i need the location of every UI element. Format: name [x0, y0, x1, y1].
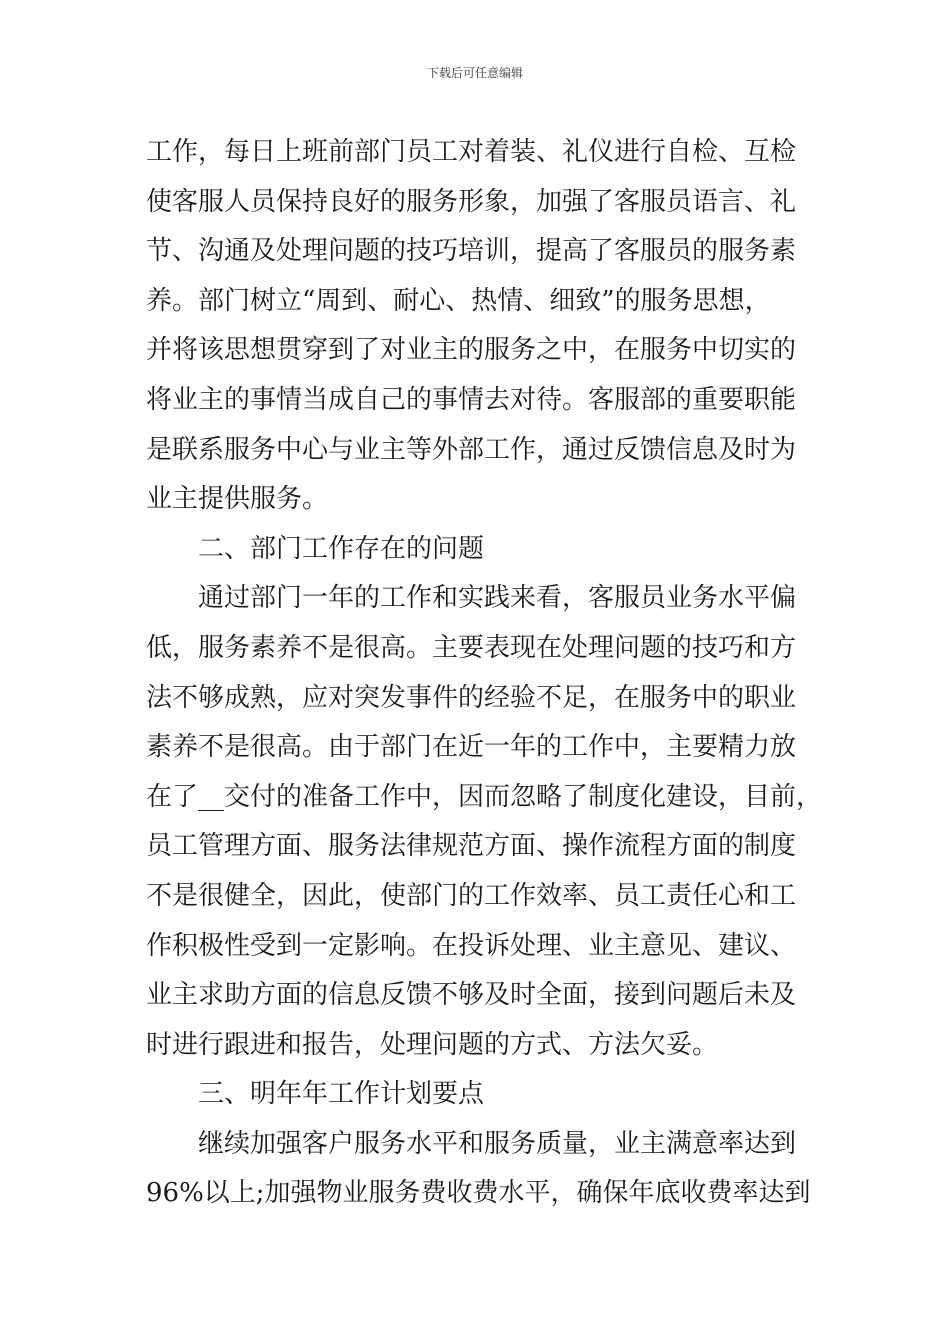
body-text-line: 法不够成熟，应对突发事件的经验不足，在服务中的职业	[146, 682, 797, 713]
body-text-line: 96%以上;加强物业服务费收费水平，确保年底收费率达到	[146, 1178, 811, 1209]
section-heading: 二、部门工作存在的问题	[198, 533, 485, 564]
body-text-line: 工作，每日上班前部门员工对着装、礼仪进行自检、互检	[146, 137, 797, 167]
body-text-line: 使客服人员保持良好的服务形象，加强了客服员语言、礼	[146, 186, 797, 217]
body-text-line: 低，服务素养不是很高。主要表现在处理问题的技巧和方	[146, 632, 797, 663]
body-text-line: 员工管理方面、服务法律规范方面、操作流程方面的制度	[146, 831, 797, 862]
body-text-line: 业主提供服务。	[146, 484, 329, 515]
body-text-line: 节、沟通及处理问题的技巧培训，提高了客服员的服务素	[146, 236, 797, 267]
body-text-line: 业主求助方面的信息反馈不够及时全面，接到问题后未及	[146, 980, 797, 1011]
page-header: 下载后可任意编辑	[426, 66, 523, 80]
section-heading: 三、明年年工作计划要点	[198, 1079, 485, 1110]
body-text-line: 在了__交付的准备工作中，因而忽略了制度化建设，目前，	[146, 781, 823, 812]
body-text-line: 继续加强客户服务水平和服务质量，业主满意率达到	[198, 1128, 797, 1159]
body-text-line: 作积极性受到一定影响。在投诉处理、业主意见、建议、	[146, 930, 797, 961]
body-text-line: 通过部门一年的工作和实践来看，客服员业务水平偏	[198, 583, 797, 614]
body-text-line: 将业主的事情当成自己的事情去对待。客服部的重要职能	[146, 384, 797, 415]
body-text-line: 并将该思想贯穿到了对业主的服务之中，在服务中切实的	[146, 335, 797, 366]
body-text-line: 不是很健全，因此，使部门的工作效率、员工责任心和工	[146, 880, 797, 911]
document-body	[146, 128, 826, 1219]
body-text-line: 是联系服务中心与业主等外部工作，通过反馈信息及时为	[146, 434, 797, 465]
body-text-line: 养。部门树立“周到、耐心、热情、细致”的服务思想，	[146, 285, 771, 316]
body-text-line: 素养不是很高。由于部门在近一年的工作中，主要精力放	[146, 732, 797, 763]
body-text-line: 时进行跟进和报告，处理问题的方式、方法欠妥。	[146, 1029, 719, 1060]
